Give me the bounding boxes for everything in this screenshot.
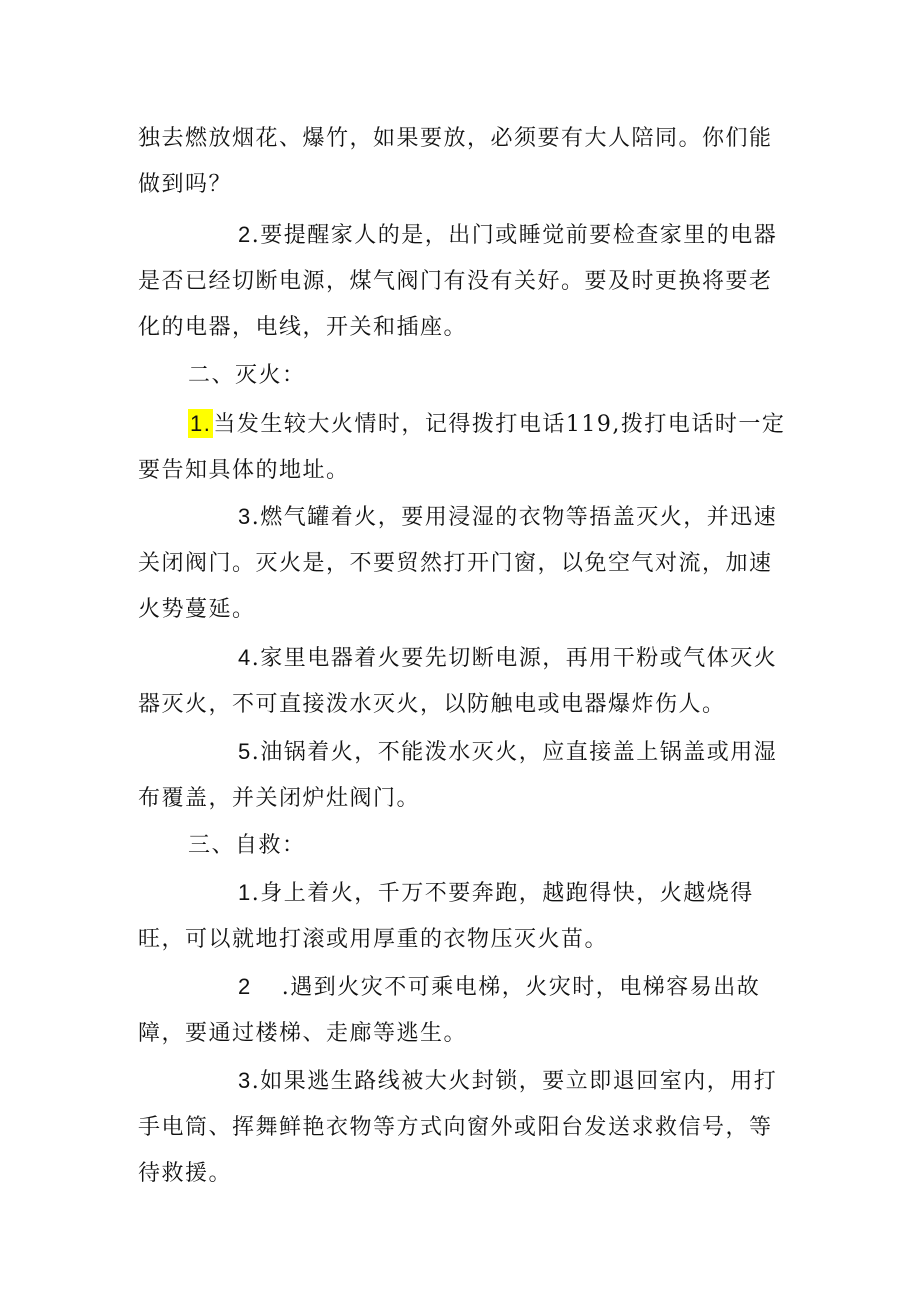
list-number: 1 <box>238 880 252 905</box>
paragraph-text: .要提醒家人的是，出门或睡觉前要检查家里的电器是否已经切断电源，煤气阀门有没有关好。要及时更换将要老化的电器，电线，开关和插座。 <box>138 223 778 340</box>
list-number: 3 <box>238 504 252 529</box>
list-number: 5 <box>238 739 252 764</box>
paragraph-text: .遇到火灾不可乘电梯，火灾时，电梯容易出故障，要通过楼梯、走廊等逃生。 <box>138 975 761 1046</box>
paragraph-extinguish-1 <box>138 401 788 494</box>
list-number: 4 <box>238 645 252 670</box>
paragraph-extinguish-3 <box>138 494 788 633</box>
paragraph-text: .油锅着火，不能泼水灭火，应直接盖上锅盖或用湿布覆盖，并关闭炉灶阀门。 <box>138 740 778 811</box>
list-number: 2 <box>238 974 252 999</box>
paragraph-self-rescue-3 <box>138 1058 788 1197</box>
section-heading-extinguish <box>138 353 788 399</box>
paragraph-self-rescue-1 <box>138 870 788 963</box>
list-number: 2 <box>238 222 252 247</box>
list-number: 3 <box>238 1068 252 1093</box>
paragraph-continuation <box>138 116 788 208</box>
paragraph-text: 当发生较大火情时，记得拨打电话119,拨打电话时一定要告知具体的地址。 <box>138 412 786 483</box>
highlighted-list-number: 1. <box>190 411 212 436</box>
paragraph-extinguish-5 <box>138 729 788 822</box>
paragraph-prevention-2 <box>138 212 788 351</box>
paragraph-text: .家里电器着火要先切断电源，再用干粉或气体灭火器灭火，不可直接泼水灭火，以防触电或电器爆炸伤人。 <box>138 646 778 717</box>
paragraph-self-rescue-2 <box>138 964 788 1057</box>
paragraph-text: .燃气罐着火，要用浸湿的衣物等捂盖灭火，并迅速关闭阀门。灭火是，不要贸然打开门窗，以免空气对流，加速火势蔓延。 <box>138 505 778 622</box>
section-heading-self-rescue <box>138 823 788 869</box>
heading-text: 二、灭火： <box>188 363 306 388</box>
paragraph-text: 独去燃放烟花、爆竹，如果要放，必须要有大人陪同。你们能做到吗？ <box>138 126 773 197</box>
paragraph-text: .如果逃生路线被大火封锁，要立即退回室内，用打手电筒、挥舞鲜艳衣物等方式向窗外或阳台发送求救信号，等待救援。 <box>138 1069 778 1186</box>
heading-text: 三、自救： <box>188 833 306 858</box>
paragraph-text: .身上着火，千万不要奔跑，越跑得快，火越烧得旺，可以就地打滚或用厚重的衣物压灭火苗。 <box>138 881 754 952</box>
paragraph-extinguish-4 <box>138 635 788 728</box>
